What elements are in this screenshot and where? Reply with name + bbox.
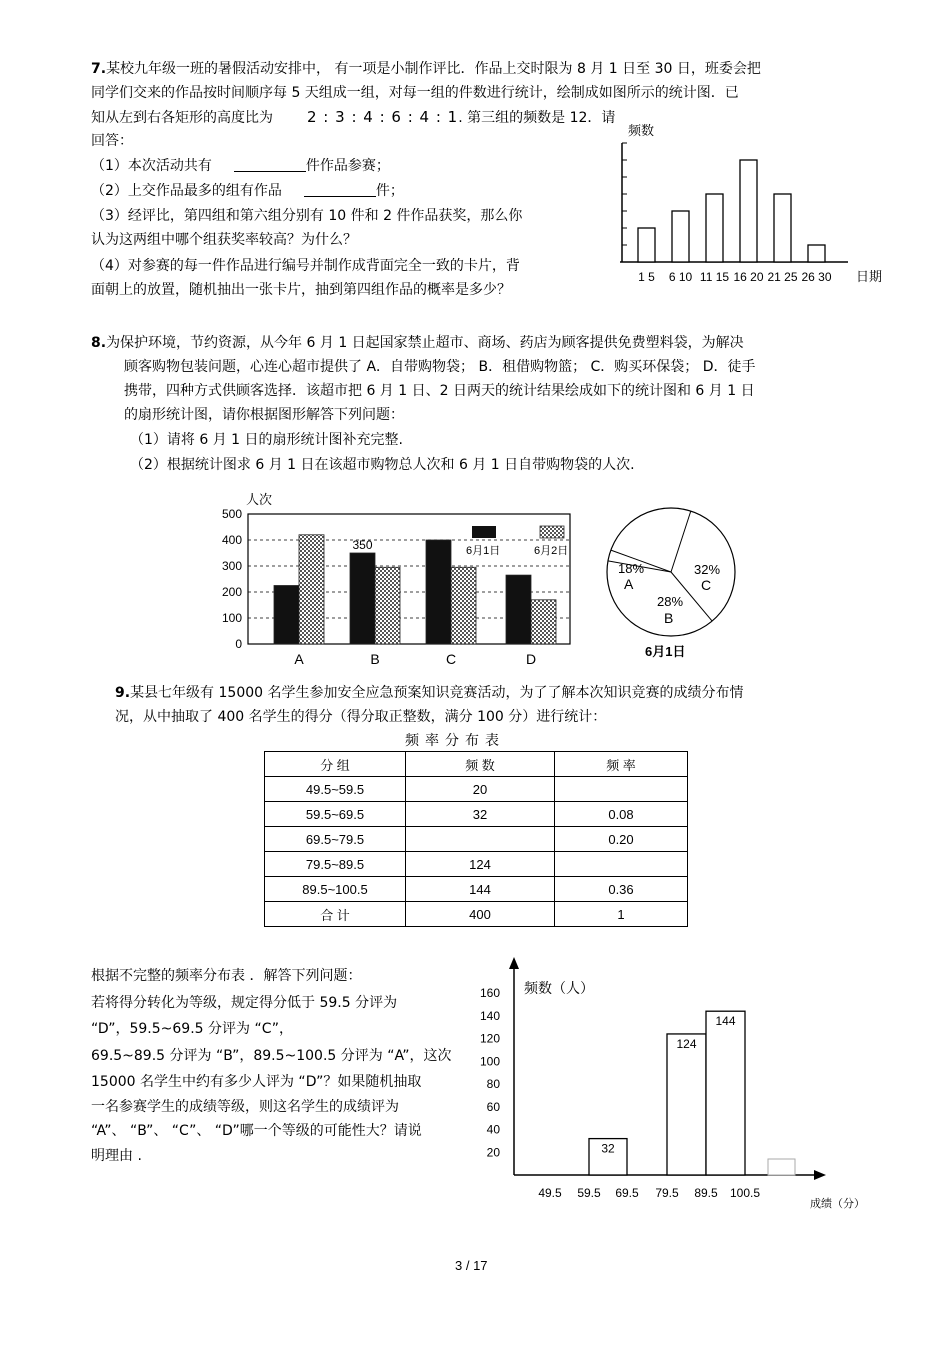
table-cell: 144 [406, 877, 555, 902]
table-cell: 0.20 [555, 827, 688, 852]
q9-x-labels [538, 1186, 760, 1200]
q7-line2: 同学们交来的作品按时间顺序每 5 天组成一组，对每一组的件数进行统计，绘制成如图所示的统计图．已 [91, 85, 739, 101]
q9-bar [706, 1011, 745, 1175]
pie-title: 6月1日 [645, 644, 686, 659]
q7-sub4a: （4）对参赛的每一件作品进行编号并制作成背面完全一致的卡片，背 [91, 258, 520, 274]
q7-number: 7. [91, 61, 107, 77]
table-cell: 49.5~59.5 [265, 777, 406, 802]
q9-p3: “D”，59.5~69.5 分评为 “C”， [91, 1021, 293, 1037]
table-cell: 0.36 [555, 877, 688, 902]
q8-x-tick-label: B [370, 651, 380, 667]
table-header-row [265, 752, 688, 777]
q7-bar [774, 194, 791, 262]
q9-y-tick-label: 120 [479, 1031, 500, 1046]
q8-ylabel: 人次 [246, 492, 273, 507]
q8-y-tick-label: 0 [235, 637, 242, 651]
q7-sub4b: 面朝上的放置，随机抽出一张卡片，抽到第四组作品的概率是多少？ [91, 282, 511, 298]
page-number: 3 / 17 [455, 1258, 488, 1273]
table-cell [555, 777, 688, 802]
q7-x-tick-label: 11 15 [699, 270, 730, 284]
q7-x-tick-label: 21 25 [767, 270, 798, 284]
pie-C-percent: 32% [694, 562, 721, 577]
q8-y-tick-label: 200 [221, 585, 242, 599]
q7-bar [672, 211, 689, 262]
legend-swatch-jun2 [540, 526, 564, 538]
table-cell: 0.08 [555, 802, 688, 827]
q8-x-tick-label: C [445, 651, 457, 667]
table-cell: 合 计 [265, 902, 406, 927]
q8-line3: 携带，四种方式供顾客选择．该超市把 6 月 1 日、2 日两天的统计结果绘成如下的统计图和 6 月 1 日 [124, 383, 755, 399]
q8-sub2: （2）根据统计图求 6 月 1 日在该超市购物总人次和 6 月 1 日自带购物袋的人次. [130, 457, 635, 473]
q8-annotation-350: 350 [352, 538, 373, 552]
table-cell: 79.5~89.5 [265, 852, 406, 877]
table-header: 频 率 [555, 752, 688, 777]
q9-histogram [472, 955, 882, 1215]
q7-line3: 知从左到右各矩形的高度比为 2 : 3 : 4 : 6 : 4 : 1. 第三组的频数是 12．请 [91, 108, 616, 126]
table-cell: 89.5~100.5 [265, 877, 406, 902]
q9-empty-bar [768, 1159, 795, 1175]
q9-x-arrow [814, 1170, 826, 1180]
q8-y-tick-label: 300 [221, 559, 242, 573]
q7-sub3a: （3）经评比，第四组和第六组分别有 10 件和 2 件作品获奖，那么你 [91, 208, 523, 224]
q8-bar-jun2 [451, 567, 476, 644]
q7-xlabel: 日期 [856, 269, 883, 284]
q8-bar-jun1 [350, 553, 375, 644]
q9-bars [589, 1011, 795, 1175]
q8-line1: 8.为保护环境，节约资源，从今年 6 月 1 日起国家禁止超市、商场、药店为顾客提供免费塑料袋，为解决 [91, 335, 744, 351]
q7-line1: 7.某校九年级一班的暑假活动安排中， 有一项是小制作评比．作品上交时限为 8 月 1 日至 30 日，班委会把 [91, 61, 761, 77]
q8-number: 8. [91, 335, 107, 351]
table-cell: 400 [406, 902, 555, 927]
q9-y-tick-label: 40 [486, 1122, 500, 1137]
table-header: 分 组 [265, 752, 406, 777]
q8-line2: 顾客购物包装问题，心连心超市提供了 A．自带购物袋； B．租借购物篮； C．购买环保袋； D．徒手 [124, 359, 756, 375]
q9-p1: 根据不完整的频率分布表 ．解答下列问题： [91, 968, 362, 984]
q8-bar-jun2 [299, 535, 324, 644]
q9-y-tick-label: 60 [486, 1099, 500, 1114]
q7-bar [638, 228, 655, 262]
pie-A-percent: 18% [618, 561, 645, 576]
q7-bar [706, 194, 723, 262]
frequency-table-title: 频率分布表 [405, 733, 505, 749]
table-cell: 1 [555, 902, 688, 927]
q9-p6: 一名参赛学生的成绩等级，则这名学生的成绩评为 [91, 1099, 399, 1115]
q9-line2: 况，从中抽取了 400 名学生的得分（得分取正整数，满分 100 分）进行统计： [115, 709, 607, 725]
table-row [265, 877, 688, 902]
q9-p8: 明理由 . [91, 1148, 142, 1164]
q9-x-tick-label: 69.5 [615, 1186, 639, 1200]
pie-B-label: B [664, 610, 674, 626]
q9-y-ticks [480, 986, 500, 1159]
q7-x-tick-label: 26 30 [801, 270, 832, 284]
q9-bar [667, 1034, 706, 1175]
q9-data-label: 144 [715, 1014, 736, 1029]
answer-blank [234, 157, 306, 172]
q9-x-tick-label: 49.5 [538, 1186, 562, 1200]
q9-x-tick-label: 100.5 [729, 1186, 761, 1200]
q9-x-tick-label: 79.5 [655, 1186, 679, 1200]
table-cell: 20 [406, 777, 555, 802]
q8-bar-jun2 [531, 600, 556, 644]
table-row [265, 827, 688, 852]
legend-label-jun2: 6月2日 [534, 545, 569, 557]
legend-swatch-jun1 [472, 526, 496, 538]
q8-x-tick-label: A [294, 651, 304, 667]
frequency-table [264, 751, 688, 927]
q8-bar-chart [210, 488, 610, 678]
pie-A-label: A [624, 576, 634, 592]
table-row [265, 902, 688, 927]
q9-p4: 69.5~89.5 分评为 “B”，89.5~100.5 分评为 “A”，这次 [91, 1048, 452, 1064]
q8-bar-jun1 [274, 586, 299, 645]
q8-bar-jun1 [426, 540, 451, 644]
q9-data-label: 124 [676, 1036, 697, 1051]
q8-bar-jun2 [375, 567, 400, 644]
table-row [265, 777, 688, 802]
table-cell: 59.5~69.5 [265, 802, 406, 827]
answer-blank [304, 182, 376, 197]
q7-ratio: 2 : 3 : 4 : 6 : 4 : 1 [307, 108, 459, 126]
table-cell: 124 [406, 852, 555, 877]
q9-y-arrow [509, 957, 519, 969]
table-row [265, 802, 688, 827]
q8-x-labels [294, 651, 536, 667]
q9-p7: “A”、 “B”、 “C”、 “D”哪一个等级的可能性大？请说 [91, 1123, 422, 1139]
table-cell [406, 827, 555, 852]
q9-y-tick-label: 140 [479, 1008, 500, 1023]
q7-bar [740, 160, 757, 262]
q7-line4: 回答： [91, 133, 133, 149]
table-header: 频 数 [406, 752, 555, 777]
q8-line4: 的扇形统计图，请你根据图形解答下列问题： [124, 407, 404, 423]
q8-y-ticks [222, 507, 242, 651]
q7-bar [808, 245, 825, 262]
q8-bars [274, 535, 556, 644]
q8-y-tick-label: 400 [221, 533, 242, 547]
q9-number: 9. [115, 685, 131, 701]
table-cell: 32 [406, 802, 555, 827]
q7-ylabel: 频数 [628, 123, 655, 138]
q7-x-labels [638, 270, 832, 284]
q9-x-tick-label: 89.5 [694, 1186, 718, 1200]
table-cell [555, 852, 688, 877]
q9-line1: 9.某县七年级有 15000 名学生参加安全应急预案知识竞赛活动，为了了解本次知识竞赛的成绩分布情 [115, 685, 744, 701]
q7-histogram [600, 115, 900, 290]
q8-y-tick-label: 100 [221, 611, 242, 625]
q9-y-tick-label: 160 [479, 986, 500, 1000]
q9-xlabel: 成绩（分） [810, 1198, 865, 1210]
table-cell: 69.5~79.5 [265, 827, 406, 852]
q8-y-tick-label: 500 [221, 507, 242, 521]
q7-bars [638, 160, 825, 262]
q9-data-label: 32 [601, 1141, 615, 1156]
q8-pie-chart [605, 488, 755, 668]
q9-p2: 若将得分转化为等级，规定得分低于 59.5 分评为 [91, 995, 398, 1011]
q7-sub2: （2）上交作品最多的组有作品 件； [91, 183, 404, 199]
q7-sub3b: 认为这两组中哪个组获奖率较高？为什么？ [91, 232, 357, 248]
q7-x-tick-label: 16 20 [733, 270, 764, 284]
q7-x-tick-label: 1 5 [638, 270, 655, 284]
q9-p5: 15000 名学生中约有多少人评为 “D”？如果随机抽取 [91, 1074, 422, 1090]
q9-x-tick-label: 59.5 [577, 1186, 601, 1200]
q9-ylabel: 频数（人） [524, 980, 594, 996]
q8-x-tick-label: D [525, 651, 537, 667]
q7-sub1: （1）本次活动共有 件作品参赛； [91, 158, 390, 174]
legend-label-jun1: 6月1日 [466, 545, 501, 557]
pie-C-label: C [701, 577, 712, 593]
q9-y-tick-label: 20 [486, 1145, 500, 1160]
q9-y-tick-label: 100 [479, 1054, 500, 1069]
q8-bar-jun1 [506, 575, 531, 644]
q7-x-tick-label: 6 10 [668, 270, 693, 284]
pie-B-percent: 28% [657, 594, 684, 609]
q8-sub1: （1）请将 6 月 1 日的扇形统计图补充完整. [130, 432, 403, 448]
table-row [265, 852, 688, 877]
q9-y-tick-label: 80 [486, 1077, 500, 1091]
